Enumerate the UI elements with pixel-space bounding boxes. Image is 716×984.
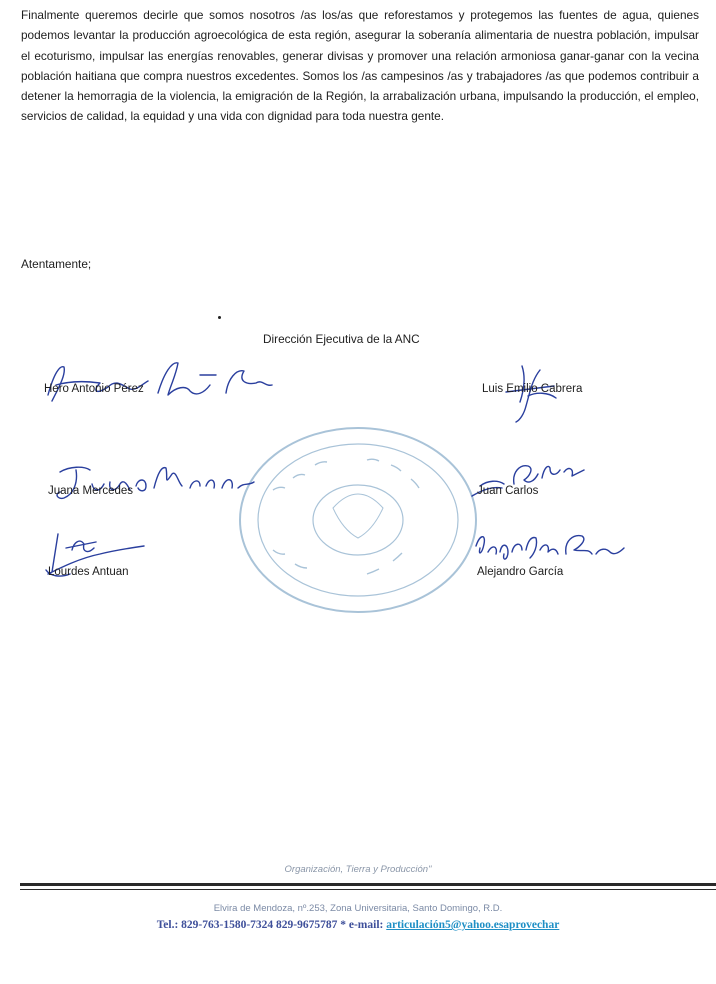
footer-divider: [20, 883, 716, 886]
signer-name: Hero Antonio Pérez: [44, 383, 144, 395]
signature-luis-emilio-cabrera: [496, 362, 566, 428]
organization-seal-stamp: [233, 420, 483, 620]
signer-name: Juana Mercedes: [48, 485, 134, 497]
signature-juana-mercedes: [50, 458, 260, 504]
footer-divider-thin: [20, 889, 716, 890]
footer-phone: Tel.: 829-763-1580-7324 829-9675787 * e-mail:: [156, 919, 387, 931]
footer-contact-line: [0, 919, 716, 931]
signer-name: Luis Emilio Cabrera: [482, 383, 583, 395]
signature-juan-carlos: [468, 450, 588, 506]
footer-email-link[interactable]: articulación5@yahoo.esaprovechar: [386, 919, 560, 931]
footer-motto: Organización, Tierra y Producción": [284, 864, 432, 875]
signature-hero-antonio-perez: [40, 355, 280, 407]
signer-name: Alejandro García: [477, 566, 564, 578]
signer-name: Juan Carlos: [477, 485, 539, 497]
footer-address: Elvira de Mendoza, nº.253, Zona Universitaria, Santo Domingo, R.D.: [213, 903, 503, 914]
letter-closing: Atentamente;: [21, 257, 92, 271]
signing-body-title: Dirección Ejecutiva de la ANC: [263, 332, 420, 346]
signer-name: Lourdes Antuan: [48, 566, 129, 578]
ink-dot: [218, 316, 221, 319]
letter-body-paragraph: Finalmente queremos decirle que somos nosotros /as los/as que reforestamos y protegemos las fuentes de agua, quienes podemos levantar la producción agroecológica de esta región, asegurar la soberanía alimentaria de nuestra población, impulsar el ecoturismo, impulsar las energías renovables, generar divisas y promover una relación armoniosa ganar-ganar con la vecina población haitiana que compra nuestros excedentes. Somos los /as campesinos /as y trabajadores /as que podemos contribuir a detener la hemorragia de la violencia, la emigración de la Región, la arrabalización urbana, impulsando la producción, el empleo, servicios de calidad, la equidad y una vida con dignidad para toda nuestra gente.: [21, 8, 699, 124]
